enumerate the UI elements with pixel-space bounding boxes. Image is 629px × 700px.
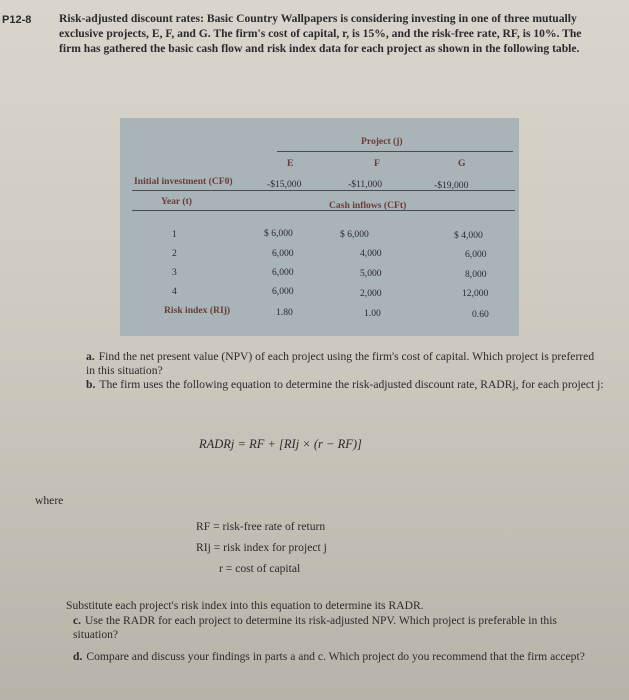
question-d: [73, 650, 603, 664]
project-group-header: Project (j): [361, 136, 403, 147]
question-a-text: Find the net present value (NPV) of each project using the firm's cost of capital. Which project is preferred in this situation?: [86, 350, 595, 377]
definition-r: r = cost of capital: [219, 562, 301, 575]
risk-index-label: Risk index (RIj): [164, 305, 231, 316]
cell-2-g: 6,000: [465, 249, 487, 260]
year-2: 2: [172, 248, 177, 259]
question-d-text: Compare and discuss your findings in parts a and c. Which project do you recommend that the firm accept?: [86, 650, 585, 663]
question-c-label: c.: [73, 614, 82, 627]
cell-3-g: 8,000: [465, 269, 487, 280]
initial-e: -$15,000: [267, 179, 302, 190]
radr-formula: RADRj = RF + [RIj × (r − RF)]: [199, 437, 362, 451]
cell-3-e: 6,000: [272, 267, 294, 278]
question-b: [86, 378, 606, 392]
risk-g: 0.60: [472, 309, 489, 320]
problem-intro: Risk-adjusted discount rates: Basic Country Wallpapers is considering investing in one of three mutually exclusive projects, E, F, and G. The firm's cost of capital, r, is 15%, and the risk-free rate, RF, is 10%. The firm has gathered the basic cash flow and risk index data for each project as shown in the following table.: [59, 12, 582, 55]
cell-4-g: 12,000: [462, 288, 489, 299]
year-3: 3: [172, 267, 177, 278]
substitute-instruction: Substitute each project's risk index into this equation to determine its RADR.: [66, 599, 424, 612]
year-4: 4: [172, 286, 177, 297]
cash-flow-table: [120, 118, 519, 336]
year-1: 1: [172, 229, 177, 240]
cell-1-f: $ 6,000: [340, 229, 369, 240]
cell-1-e: $ 6,000: [264, 228, 293, 239]
year-label: Year (t): [161, 196, 192, 207]
definition-ri: RIj = risk index for project j: [196, 541, 327, 554]
where-label: where: [35, 494, 64, 507]
initial-g: -$19,000: [434, 180, 469, 191]
project-g-header: G: [458, 158, 466, 169]
cell-4-e: 6,000: [272, 286, 294, 297]
cell-1-g: $ 4,000: [454, 230, 483, 241]
initial-investment-label: Initial investment (CF0): [134, 176, 233, 187]
question-b-label: b.: [86, 378, 96, 391]
cell-4-f: 2,000: [360, 288, 382, 299]
definition-rf: RF = risk-free rate of return: [196, 520, 326, 533]
question-a: [86, 350, 606, 378]
question-d-label: d.: [73, 650, 83, 663]
question-a-label: a.: [86, 350, 95, 363]
question-b-text: The firm uses the following equation to determine the risk-adjusted discount rate, RADRj, for each project j:: [99, 378, 604, 391]
cell-2-f: 4,000: [360, 248, 382, 259]
cell-2-e: 6,000: [272, 248, 294, 259]
initial-f: -$11,000: [348, 179, 383, 190]
risk-f: 1.00: [364, 308, 381, 319]
cash-inflows-label: Cash inflows (CFt): [329, 200, 407, 211]
cell-3-f: 5,000: [360, 268, 382, 279]
project-e-header: E: [287, 158, 294, 169]
risk-e: 1.80: [276, 307, 293, 318]
question-c-text: Use the RADR for each project to determine its risk-adjusted NPV. Which project is preferable in this situation?: [73, 614, 557, 641]
project-f-header: F: [374, 158, 380, 169]
problem-id: P12-8: [2, 14, 32, 26]
question-c: [73, 614, 603, 642]
